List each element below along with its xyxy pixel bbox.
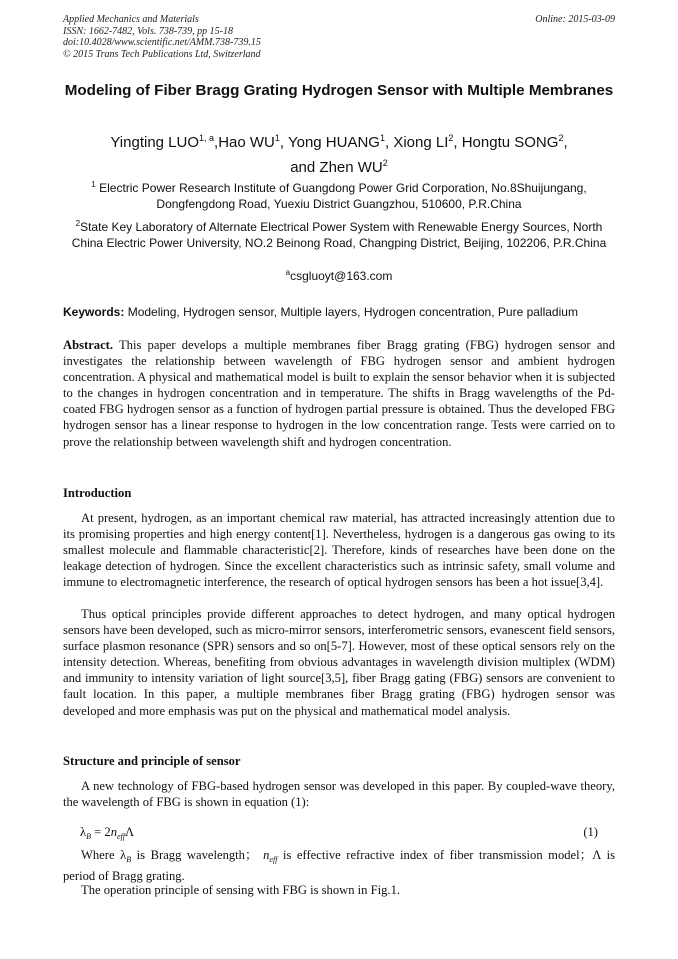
affiliation-mark: 1 [91,180,96,189]
author-name: ,Hao WU [214,134,275,151]
doi-line: doi:10.4028/www.scientific.net/AMM.738-739.15 [63,37,261,48]
equation-period: Λ [125,825,135,839]
author-affiliation-mark: 2 [558,133,564,143]
equation-operator: = 2 [91,825,111,839]
author-name: and Zhen WU [290,159,383,176]
keywords [63,304,615,320]
email-mark: a [285,268,291,277]
author-affiliation-mark: 1 [379,133,385,143]
author-list [63,130,615,180]
abstract [63,337,615,450]
paper-title: Modeling of Fiber Bragg Grating Hydrogen Sensor with Multiple Membranes [64,82,614,99]
affiliation-2 [63,219,615,251]
equation-subscript: B [86,832,91,841]
journal-header [63,14,615,60]
section-heading-introduction: Introduction [63,486,132,500]
equation-subscript: eff [117,832,125,841]
equation-lambda: λ [80,825,87,839]
equation-n: n [110,825,117,839]
author-name: , Xiong LI [384,134,449,151]
keywords-label: Keywords: [63,305,125,319]
symbol-subscript: B [126,855,132,864]
copyright-line: © 2015 Trans Tech Publications Ltd, Switzerland [63,48,261,60]
section-heading-structure: Structure and principle of sensor [63,754,241,768]
email-address: csgluoyt@163.com [290,269,393,283]
keywords-text: Modeling, Hydrogen sensor, Multiple layers, Hydrogen concentration, Pure palladium [127,305,578,319]
author-affiliation-mark: 2 [382,158,388,168]
paragraph: The operation principle of sensing with FBG is shown in Fig.1. [81,883,401,897]
author-name: , Hongtu SONG [453,134,559,151]
text-run: Where [81,848,121,862]
equation-1 [80,824,598,845]
author-name: Yingting LUO [110,134,200,151]
abstract-label: Abstract. [63,338,114,352]
symbol-subscript: eff [269,855,278,864]
author-affiliation-mark: 1 [274,133,280,143]
affiliation-text: State Key Laboratory of Alternate Electrical Power System with Renewable Energy Sources, North China Electric Power University, NO.2 Beinong Road, Changping District, Beijing, 102206, P.R.China [71,220,607,250]
paragraph: Thus optical principles provide different approaches to detect hydrogen, and many optical hydrogen sensors have been developed, such as micro-mirror sensors, interferometric sensors, evanescent field sensors, surface plasmon resonance (SPR) sensors and so on[5-7]. However, most of these optical sensors rely on the intensity detection. Whereas, benefiting from obvious advantages in wavelength division multiplex (WDM) and immunity to intensity variation of light source[3,5], fiber Bragg gating (FBG) sensors are convenient to fault location. In this paper, a multiple membranes fiber Bragg grating (FBG) hydrogen sensor was developed and more emphasis was put on the physical and mathematical model analysis. [63,607,615,718]
equation-number: (1) [583,825,598,839]
paragraph [63,847,615,884]
abstract-text: This paper develops a multiple membranes fiber Bragg grating (FBG) hydrogen sensor and investigates the relationship between wavelength of FBG hydrogen sensor and ambient hydrogen concentration. A physical and mathematical model is built to explain the sensor behavior when it is subjected to the changes in hydrogen concentration and in temperature. The shifts in Bragg wavelengths of the Pd-coated FBG hydrogen sensor as a function of hydrogen partial pressure is obtained. Thus the developed FBG hydrogen sensor has a linear response to hydrogen in the low concentration range. Tests were carried on to prove the relationship between wavelength shift and hydrogen concentration. [63,338,616,449]
author-name: , Yong HUANG [279,134,380,151]
paragraph: A new technology of FBG-based hydrogen sensor was developed in this paper. By coupled-wave theory, the wavelength of FBG is shown in equation (1): [63,779,615,810]
paragraph: At present, hydrogen, as an important chemical raw material, has attracted increasingly attention due to its promising properties and high energy content[1]. Nevertheless, hydrogen is a dangerous gas owing to its smallest molecule and flammable characteristic[2]. Therefore, kinds of researches have been done on the leakage detection of hydrogen. Since the excellent characteristics such as intrinsic safety, small volume and immune to electromagnetic interference, the research of optical hydrogen sensors has been a hot issue[3,4]. [63,511,615,590]
affiliation-text: Electric Power Research Institute of Guangdong Power Grid Corporation, No.8Shuijungang, Dongfengdong Road, Yuexiu District Guangzhou, 510600, P.R.China [99,181,587,211]
journal-name: Applied Mechanics and Materials [63,14,199,25]
symbol-n: n [263,848,270,862]
author-affiliation-mark: 2 [448,133,454,143]
text-run: is effective refractive index of fiber transmission model；Λ is period of Bragg grating. [63,848,615,884]
affiliation-1 [63,180,615,212]
author-separator: , [563,134,568,151]
author-affiliation-mark: 1, a [199,133,215,143]
symbol-lambda: λ [120,848,127,862]
online-date: Online: 2015-03-09 [535,14,615,25]
text-run: is Bragg wavelength； [131,848,264,862]
issn-line: ISSN: 1662-7482, Vols. 738-739, pp 15-18 [63,25,233,37]
affiliation-mark: 2 [75,219,81,228]
contact-email [63,268,615,284]
